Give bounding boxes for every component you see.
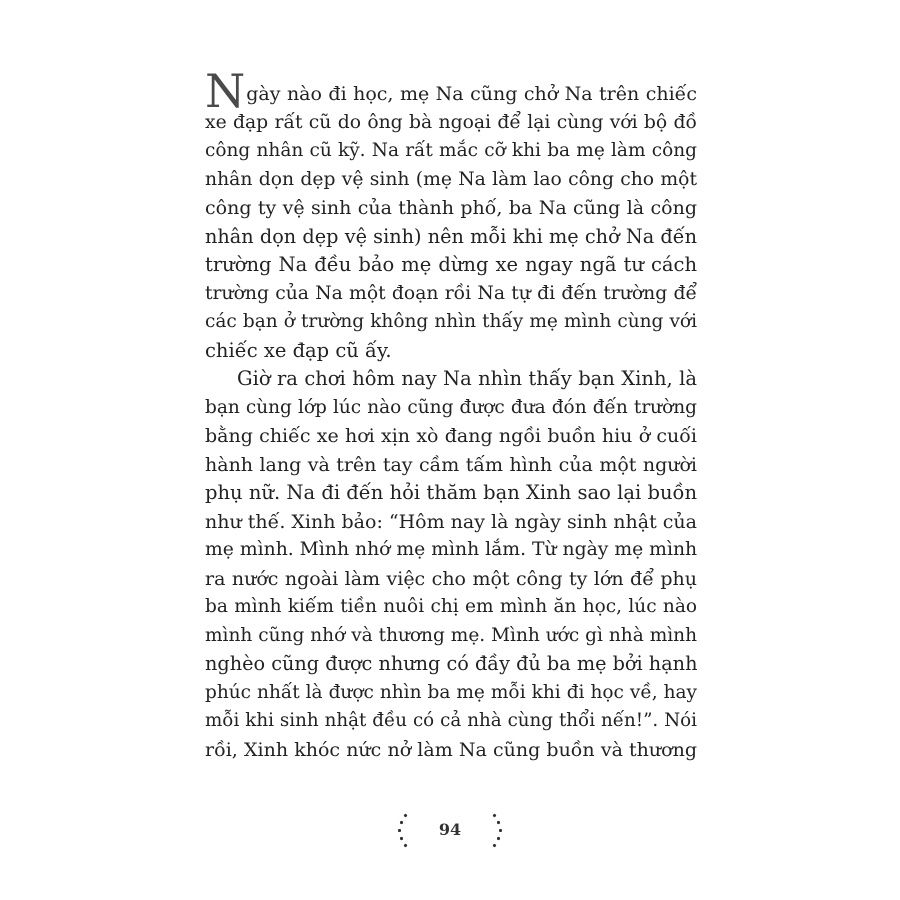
paragraph-2-line: rồi, Xinh khóc nức nở làm Na cũng buồn và thương bbox=[205, 738, 697, 761]
page-number: 94 bbox=[438, 820, 462, 839]
paragraph-1-line: trường Na đều bảo mẹ dừng xe ngay ngã tư cách bbox=[205, 253, 697, 276]
paragraph-2-line: bằng chiếc xe hơi xịn xò đang ngồi buồn hiu ở cuối bbox=[205, 425, 697, 447]
paragraph-1-line: chiếc xe đạp cũ ấy. bbox=[205, 338, 392, 362]
body-text bbox=[205, 63, 698, 764]
paragraph-1-line: công ty vệ sinh của thành phố, ba Na cũng là công bbox=[205, 197, 697, 219]
paragraph-1-line: các bạn ở trường không nhìn thấy mẹ mình cùng với bbox=[205, 311, 697, 332]
first-line-text: gày nào đi học, mẹ Na cũng chở Na trên chiếc bbox=[246, 83, 697, 105]
paragraph-1-line-1 bbox=[205, 63, 697, 118]
right-dots-ornament-icon bbox=[484, 812, 504, 852]
left-dots-ornament-icon bbox=[396, 812, 416, 852]
paragraph-2-line: hành lang và trên tay cầm tấm hình của một người bbox=[205, 453, 697, 476]
paragraph-2-line: mẹ mình. Mình nhớ mẹ mình lắm. Từ ngày mẹ mình bbox=[205, 539, 698, 560]
paragraph-1-line: nhân dọn dẹp vệ sinh) nên mỗi khi mẹ chở Na đến bbox=[205, 224, 697, 248]
page-footer bbox=[0, 812, 900, 852]
drop-cap: N bbox=[205, 63, 246, 118]
paragraph-2-line: như thế. Xinh bảo: “Hôm nay là ngày sinh nhật của bbox=[205, 510, 697, 533]
paragraph-1-line: công nhân cũ kỹ. Na rất mắc cỡ khi ba mẹ làm công bbox=[205, 140, 697, 161]
paragraph-2-line: nghèo cũng được nhưng có đầy đủ ba mẹ bởi hạnh bbox=[205, 652, 698, 675]
paragraph-2-line: Giờ ra chơi hôm nay Na nhìn thấy bạn Xinh, là bbox=[237, 367, 697, 390]
paragraph-2-line: phúc nhất là được nhìn ba mẹ mỗi khi đi học về, hay bbox=[205, 681, 697, 703]
paragraph-2-line: bạn cùng lớp lúc nào cũng được đưa đón đến trường bbox=[205, 396, 697, 418]
paragraph-2-line: ba mình kiếm tiền nuôi chị em mình ăn học, lúc nào bbox=[205, 596, 697, 617]
paragraph-2-line: mỗi khi sinh nhật đều có cả nhà cùng thổi nến!”. Nói bbox=[205, 710, 697, 731]
paragraph-1-line: trường của Na một đoạn rồi Na tự đi đến trường để bbox=[205, 282, 697, 304]
paragraph-2-line: phụ nữ. Na đi đến hỏi thăm bạn Xinh sao lại buồn bbox=[205, 481, 697, 504]
paragraph-1-line: nhân dọn dẹp vệ sinh (mẹ Na làm lao công cho một bbox=[205, 168, 697, 190]
paragraph-2 bbox=[205, 365, 697, 764]
paragraph-1-line: xe đạp rất cũ do ông bà ngoại để lại cùng với bộ đồ bbox=[205, 111, 697, 133]
paragraph-2-line: mình cũng nhớ và thương mẹ. Mình ước gì nhà mình bbox=[205, 624, 697, 646]
paragraph-2-line: ra nước ngoài làm việc cho một công ty lớn để phụ bbox=[205, 567, 697, 590]
